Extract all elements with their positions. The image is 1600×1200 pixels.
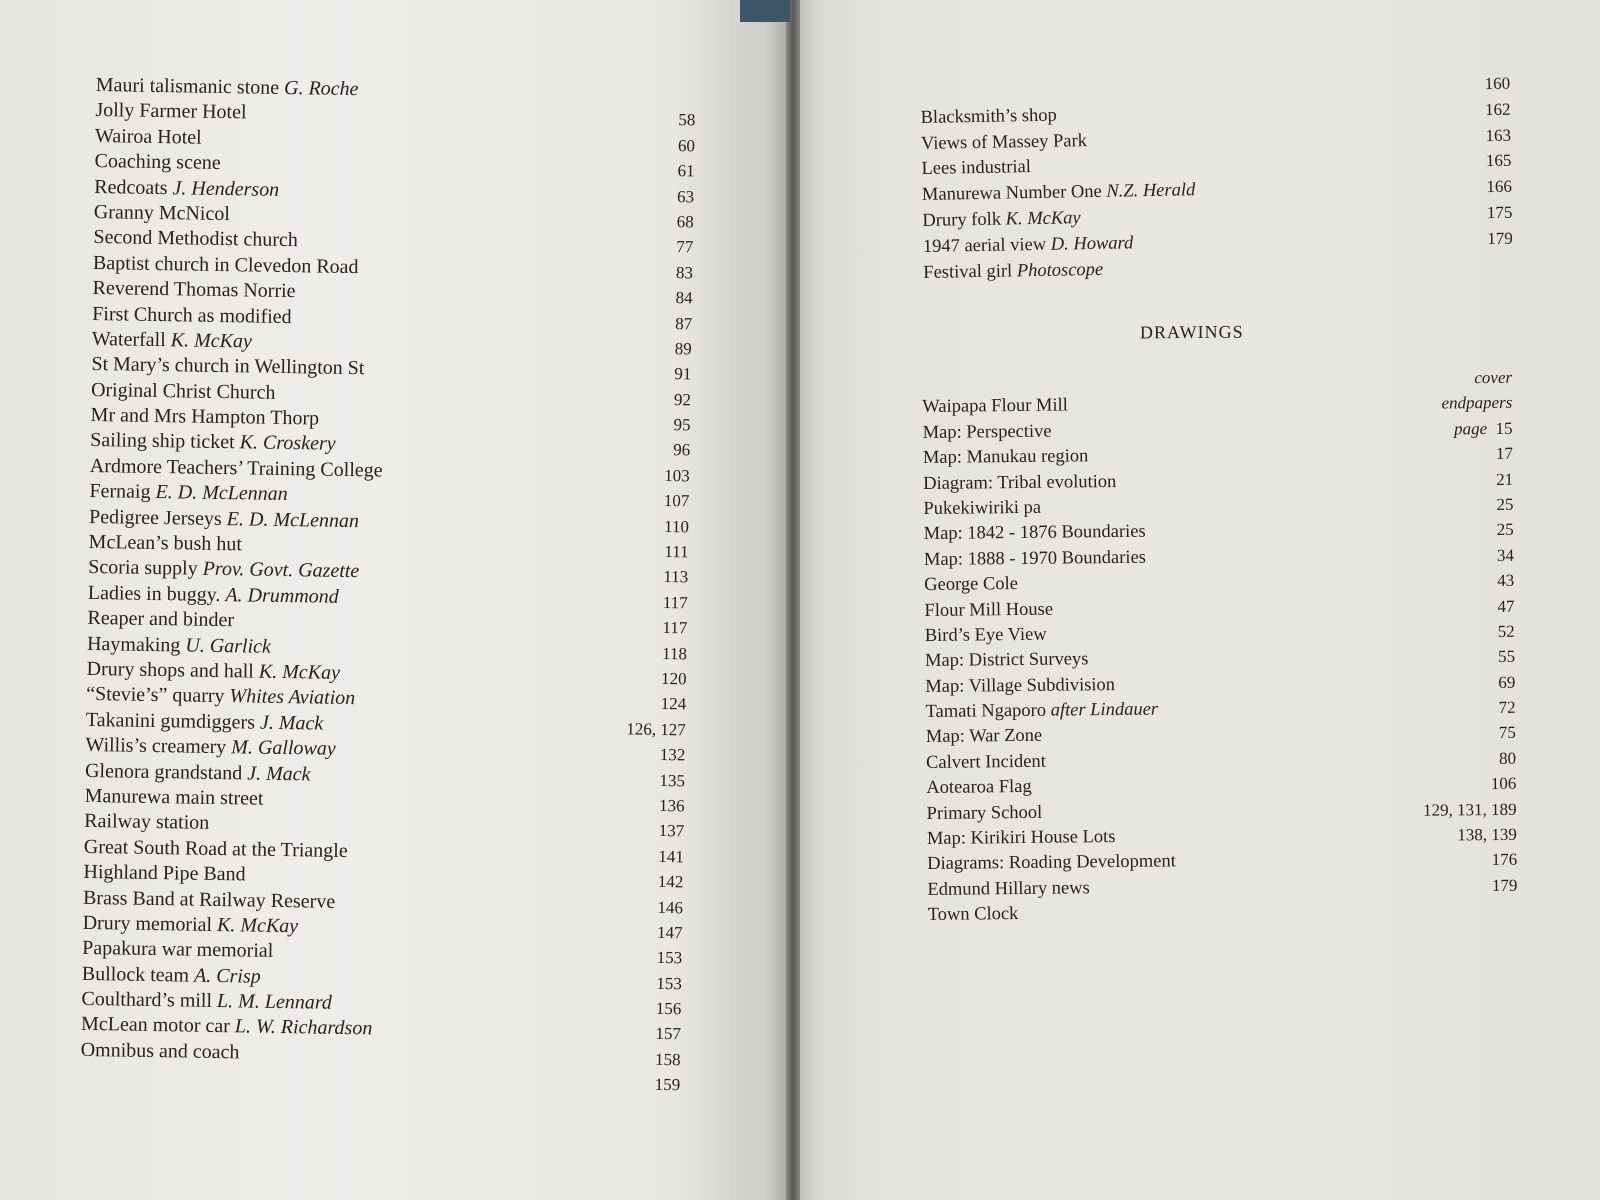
entry-title [81,1013,373,1041]
entry-title-text: Calvert Incident [925,751,1046,773]
entry-credit: N.Z. Herald [1106,180,1196,202]
entry-page-prefix: page [1453,418,1488,439]
entry-page-number [1484,74,1510,94]
entry-page-value: 157 [655,1024,682,1044]
entry-credit: G. Roche [283,76,359,101]
entry-title-text: Fernaig [89,480,151,504]
entry-title-text: Map: Manukau region [922,446,1089,469]
entry-page-number [1499,723,1516,743]
entry-title [923,498,1041,520]
entry-page-value: 25 [1496,520,1514,540]
entry-page-number [1454,419,1513,440]
entry-title-text: Edmund Hillary news [927,878,1090,900]
entry-title-text: Map: 1888 - 1970 Boundaries [923,547,1147,570]
entry-title [922,396,1068,419]
entry-page-value: 92 [673,389,692,410]
entry-title [95,99,246,124]
entry-page-number [678,111,695,131]
entry-title [926,726,1043,748]
entry-title-text: Drury shops and hall [86,657,255,683]
entry-title-text: Mr and Mrs Hampton Thorp [90,404,320,430]
entry-title-text: Map: 1842 - 1876 Boundaries [923,522,1146,545]
entry-title-text: Mauri talismanic stone [95,74,280,99]
entry-title [86,683,355,710]
entry-page-number [660,745,686,765]
entry-title-text: Ladies in buggy. [87,581,221,606]
entry-page-value: 111 [664,542,689,562]
entry-title-text: Sailing ship ticket [90,429,235,454]
entry-credit: K. McKay [216,913,299,938]
entry-title [920,105,1057,128]
entry-title-text: Jolly Farmer Hotel [95,99,247,124]
entry-page-number [675,314,692,334]
entry-page-number [664,542,689,562]
entry-title-text: Primary School [926,802,1043,824]
entry-title-text: Ardmore Teachers’ Training College [89,454,383,482]
entry-page-value: 58 [678,110,696,130]
entry-page-value: 60 [677,135,696,156]
entry-title [96,74,359,101]
entry-title [86,709,324,736]
entry-title-text: Brass Band at Railway Reserve [82,886,336,913]
entry-title [93,226,298,252]
entry-title [924,547,1146,570]
entry-title [926,777,1032,799]
entry-title-text: Granny McNicol [93,200,231,226]
entry-page-value: 162 [1484,99,1511,119]
entry-title-text: Map: War Zone [925,726,1043,748]
entry-page-value: 126, 127 [626,719,686,740]
entry-page-value: 72 [1498,697,1516,718]
entry-title-text: Original Christ Church [90,378,276,404]
entry-page-number [1498,672,1515,692]
entry-title [83,886,336,913]
entry-title-text: Willis’s creamery [85,734,227,759]
entry-title-text: Map: Perspective [922,421,1052,443]
entry-title [926,752,1046,774]
entry-title-text: Waterfall [91,327,166,352]
entry-title [89,480,288,506]
entry-title [84,836,348,863]
entry-title-text: Haymaking [86,632,181,656]
entry-title [84,785,263,811]
book-cover-edge [740,0,790,22]
entry-credit: Photoscope [1016,259,1104,281]
entry-title [921,131,1087,155]
entry-page-value: 117 [662,618,688,638]
entry-page-number [1485,99,1511,119]
entry-title [88,556,359,583]
entry-title-text: Views of Massey Park [920,130,1088,154]
entry-title [924,574,1018,596]
entry-title-text: Map: Village Subdivision [925,674,1116,697]
entry-page-number [674,364,691,384]
entry-page-number [1457,825,1517,846]
entry-page-number [1498,698,1515,718]
entry-title-text: Coaching scene [94,150,221,175]
entry-page-number [677,212,694,232]
entry-page-value: 129, 131, 189 [1423,799,1517,820]
entry-title-text: Manurewa Number One [921,182,1102,206]
entry-title-text: Manurewa main street [84,784,264,810]
entry-title-text: Festival girl [923,260,1013,283]
entry-page-value: 55 [1497,647,1516,667]
entry-title-text: Town Clock [927,904,1019,926]
entry-credit: E. D. McLennan [155,481,288,506]
entry-credit: J. Henderson [172,176,280,201]
entry-page-number [664,517,689,537]
entry-credit: Whites Aviation [229,685,356,710]
entry-page-number [658,847,684,867]
entry-title-text: St Mary’s church in Wellington St [91,353,365,380]
entry-page-value: 25 [1496,494,1514,514]
entry-title [94,176,279,202]
entry-page-number [662,644,687,664]
entry-title-text: Takanini gumdiggers [85,708,256,734]
entry-page-number [1485,125,1511,145]
entry-title-text: Scoria supply [88,556,198,581]
entry-title-text: Glenora grandstand [84,759,243,784]
entry-page-number [677,187,694,207]
entry-page-number [1486,177,1512,197]
entry-page-value: 166 [1486,176,1513,197]
entry-page-number [659,796,685,816]
entry-title [922,180,1196,206]
entry-page-value: 124 [660,694,687,714]
entry-page-number [661,694,687,714]
entry-title-text: Drury folk [922,209,1002,231]
entry-page-value: 153 [656,948,683,968]
entry-page-number [662,618,687,638]
entry-title [94,201,230,226]
entry-title [84,810,209,835]
entry-title-text: Pedigree Jerseys [88,505,222,530]
entry-page-number [1486,151,1512,171]
entry-credit: A. Drummond [225,583,339,608]
entry-page-number [657,897,683,917]
entry-title [923,233,1134,258]
entry-title-text: Lees industrial [921,157,1032,180]
entry-title [81,988,332,1015]
entry-title-text: 1947 aerial view [922,234,1047,257]
entry-page-value: 107 [663,491,690,511]
entry-page-number [664,491,690,511]
entry-title [927,827,1116,850]
entry-page-number [1423,799,1517,820]
entry-page-number [663,593,688,613]
entry-page-number [661,669,687,689]
entry-title [925,700,1158,723]
entry-title-text: Flour Mill House [924,599,1054,621]
entry-title-text: Papakura war memorial [82,937,274,963]
entry-page-value: 80 [1498,748,1517,768]
entry-title-text: Baptist church in Clevedon Road [92,251,359,278]
entry-page-value: 15 [1495,418,1513,438]
entry-title-text: Reaper and binder [87,607,235,632]
entry-page-value: 43 [1497,570,1515,591]
entry-page-value: 175 [1486,202,1513,223]
entry-page-number [1496,495,1513,515]
entry-page-number [677,161,694,181]
entry-page-number [659,770,685,790]
entry-title-text: McLean’s bush hut [88,530,243,556]
entry-page-number [1497,571,1514,591]
entry-credit: K. McKay [170,329,252,353]
entry-page-number [1496,469,1513,489]
entry-page-value: 89 [674,339,692,359]
entry-title [928,904,1019,926]
entry-title [88,531,242,556]
entry-title [92,277,295,303]
entry-page-number [678,136,695,156]
entry-title-text: “Stevie’s” quarry [86,683,225,708]
entry-page-number [1499,749,1516,769]
entry-page-value: 61 [677,161,695,181]
entry-title-text: McLean motor car [80,1013,231,1038]
drawings-heading: DRAWINGS [1139,321,1244,343]
entry-page-value: endpapers [1441,393,1513,413]
entry-page-value: 17 [1495,443,1513,464]
entry-page-number [1497,596,1514,616]
entry-page-number [626,719,686,740]
book-gutter [786,0,800,1200]
entry-title [82,937,273,963]
entry-page-value: 156 [655,998,682,1019]
entry-page-number [676,237,693,257]
entry-credit: K. McKay [258,660,341,684]
entry-title [87,607,234,632]
entry-title [92,302,292,328]
entry-page-value: 153 [656,973,682,993]
entry-page-number [655,1075,681,1095]
entry-title-text: Tamati Ngaporo [925,700,1047,723]
entry-page-value: 165 [1485,151,1512,171]
entry-title [91,353,364,380]
entry-page-number [1498,647,1515,667]
entry-title [927,878,1090,901]
entry-page-value: 47 [1497,596,1515,616]
entry-page-value: 135 [659,770,686,790]
entry-page-value: cover [1474,367,1513,388]
entry-title [927,802,1043,824]
entry-page-value: 34 [1496,545,1515,565]
right-illustrations-list [920,72,1514,289]
entry-title [927,852,1176,876]
drawings-list [922,366,1518,931]
entry-page-number [1487,203,1513,223]
entry-credit: K. Croskery [239,431,336,456]
entry-page-value: 87 [675,313,693,333]
entry-page-value: 69 [1498,672,1516,692]
entry-title-text: Railway station [84,810,210,835]
entry-title [922,208,1081,232]
entry-page-value: 120 [660,668,687,689]
entry-page-number [1491,774,1517,794]
entry-page-number [673,441,690,461]
entry-credit: after Lindauer [1050,699,1159,721]
entry-page-value: 179 [1491,875,1518,895]
entry-title [95,125,202,150]
entry-credit: K. McKay [1005,208,1081,230]
entry-title [88,582,339,609]
entry-title-text: Diagram: Tribal evolution [923,471,1117,494]
entry-page-number [675,288,692,308]
entry-title [90,404,319,431]
entry-title-text: Map: District Surveys [924,649,1089,672]
entry-title [94,150,220,175]
entry-page-number [658,872,684,892]
entry-title [83,861,246,887]
entry-page-value: 137 [658,821,685,841]
entry-title [925,625,1047,647]
entry-title-text: Diagrams: Roading Development [927,851,1176,875]
entry-title-text: Coulthard’s mill [81,987,213,1012]
entry-title [923,421,1052,443]
entry-page-value: 110 [663,516,690,537]
entry-title [923,446,1089,469]
entry-title-text: Blacksmith’s shop [920,105,1057,128]
entry-page-value: 95 [673,415,691,435]
entry-page-value: 136 [658,795,685,816]
entry-title [923,259,1103,283]
entry-page-number [655,1050,681,1070]
entry-page-value: 96 [673,440,691,460]
entry-credit: U. Garlick [185,634,272,658]
entry-page-number [1492,850,1518,870]
entry-title [85,759,311,786]
entry-credit: L. W. Richardson [234,1015,373,1040]
entry-title-text: Redcoats [94,175,168,199]
entry-page-value: 52 [1497,621,1515,641]
entry-page-number [673,415,690,435]
entry-page-number [1487,228,1513,248]
entry-title [90,455,383,483]
entry-page-number [1496,444,1513,464]
entry-page-number [675,339,692,359]
entry-title-text: Second Methodist church [93,226,298,252]
entry-page-value: 132 [659,745,686,765]
entry-page-value: 176 [1491,850,1518,870]
entry-page-number [664,466,690,486]
entry-page-number [663,567,688,587]
entry-page-value: 158 [654,1049,681,1070]
entry-credit: M. Galloway [231,736,336,761]
entry-page-value: 163 [1485,125,1512,145]
entry-page-value: 21 [1496,469,1514,489]
entry-title-text: George Cole [924,574,1019,596]
entry-page-value: 113 [663,567,689,587]
entry-title [921,157,1031,180]
entry-page-value: 103 [664,465,690,486]
entry-credit: E. D. McLennan [226,507,360,532]
entry-page-value: 160 [1484,73,1511,94]
entry-page-value: 84 [675,288,693,308]
entry-page-value: 138, 139 [1457,824,1517,845]
entry-page-number [1498,622,1515,642]
entry-page-value: 179 [1487,228,1513,248]
entry-title-text: Wairoa Hotel [94,124,202,149]
entry-page-number [1497,520,1514,540]
entry-title-text: Drury memorial [82,911,213,936]
entry-page-value: 63 [677,186,695,206]
entry-title [85,734,336,761]
entry-page-value: 106 [1490,774,1517,794]
entry-page-number [656,999,682,1019]
entry-title [82,963,261,989]
entry-title [93,252,359,279]
entry-title-text: Map: Kirikiri House Lots [926,827,1116,850]
entry-page-value: 75 [1498,723,1516,743]
entry-title [925,675,1115,698]
entry-credit: L. M. Lennard [216,990,333,1014]
entry-page-value: 83 [675,262,694,283]
entry-page-value: 77 [676,237,694,257]
entry-title-text: Omnibus and coach [80,1038,240,1064]
entry-title [924,599,1053,621]
entry-page-value: 142 [657,872,684,892]
entry-page-number [1441,393,1512,414]
entry-page-value: 118 [661,643,688,663]
left-illustrations-list [80,74,696,1099]
entry-title-text: Bullock team [81,962,190,987]
entry-page-value: 146 [657,897,684,917]
entry-page-number [676,263,693,283]
entry-title [925,650,1089,673]
entry-page-number [659,821,685,841]
entry-title-text: Waipapa Flour Mill [922,395,1068,418]
entry-title [90,429,336,456]
entry-page-number [657,923,683,943]
entry-credit: D. Howard [1050,233,1134,255]
entry-title-text: Reverend Thomas Norrie [92,277,296,303]
entry-credit: A. Crisp [193,964,261,988]
entry-page-number [657,948,683,968]
entry-page-value: 147 [656,922,683,943]
entry-title [82,912,298,938]
entry-title [86,658,340,685]
entry-page-number [674,390,691,410]
entry-title-text: Bird’s Eye View [924,624,1047,646]
entry-title [92,328,252,354]
entry-title [87,633,271,659]
entry-title-text: Aotearoa Flag [926,777,1032,799]
entry-credit: J. Mack [247,762,311,786]
entry-credit: J. Mack [259,711,324,735]
entry-title-text: First Church as modified [92,302,292,328]
entry-title [923,472,1116,495]
entry-page-value: 159 [654,1075,681,1095]
entry-page-number [656,974,682,994]
entry-page-number [1497,546,1514,566]
entry-title [91,379,276,405]
entry-page-number [1492,876,1518,896]
entry-page-value: 68 [676,212,694,232]
entry-page-number [655,1024,681,1044]
entry-title-text: Highland Pipe Band [83,861,246,886]
entry-title [924,522,1146,545]
entry-title-text: Great South Road at the Triangle [83,835,348,862]
entry-credit: Prov. Govt. Gazette [202,558,360,583]
entry-title [80,1039,239,1064]
entry-page-value: 91 [674,364,692,384]
entry-page-value: 141 [658,846,684,867]
entry-page-number [1474,368,1512,388]
entry-page-value: 117 [662,592,688,613]
entry-title [89,506,359,533]
entry-title-text: Pukekiwiriki pa [923,497,1042,519]
